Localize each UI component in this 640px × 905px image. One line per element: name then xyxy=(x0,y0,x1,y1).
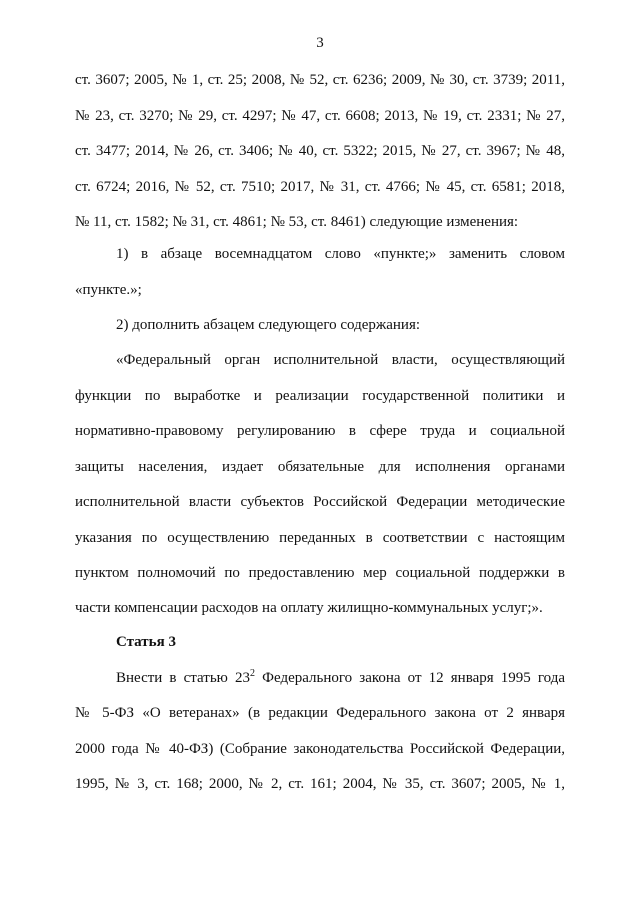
quote-line: функции по выработке и реализации государственной политики и xyxy=(75,388,565,404)
quote-line: указания по осуществлению переданных в соответствии с настоящим xyxy=(75,530,565,546)
article-heading: Статья 3 xyxy=(116,634,176,650)
quote-line: части компенсации расходов на оплату жилищно-коммунальных услуг;». xyxy=(75,600,543,616)
article-text-line xyxy=(116,668,565,688)
text-line: № 23, ст. 3270; № 29, ст. 4297; № 47, ст. 6608; 2013, № 19, ст. 2331; № 27, xyxy=(75,108,565,124)
article-text-start: Внести в статью 23 xyxy=(116,670,251,686)
article-text-line: 1995, № 3, ст. 168; 2000, № 2, ст. 161; 2004, № 35, ст. 3607; 2005, № 1, xyxy=(75,776,565,792)
quote-line: пунктом полномочий по предоставлению мер социальной поддержки в xyxy=(75,565,565,581)
text-line: № 11, ст. 1582; № 31, ст. 4861; № 53, ст. 8461) следующие изменения: xyxy=(75,214,519,230)
text-line: ст. 3477; 2014, № 26, ст. 3406; № 40, ст. 5322; 2015, № 27, ст. 3967; № 48, xyxy=(75,143,565,159)
article-superscript: 2 xyxy=(250,668,256,679)
text-line: ст. 3607; 2005, № 1, ст. 25; 2008, № 52, ст. 6236; 2009, № 30, ст. 3739; 2011, xyxy=(75,72,565,88)
quote-line: защиты населения, издает обязательные для исполнения органами xyxy=(75,459,565,475)
article-text-line: 2000 года № 40-ФЗ) (Собрание законодательства Российской Федерации, xyxy=(75,741,565,757)
quote-line: исполнительной власти субъектов Российской Федерации методические xyxy=(75,494,565,510)
list-item-1: 1) в абзаце восемнадцатом слово «пункте;» заменить словом xyxy=(116,246,565,262)
article-text-end: Федерального закона от 12 января 1995 года xyxy=(255,670,566,686)
text-line: ст. 6724; 2016, № 52, ст. 7510; 2017, № 31, ст. 4766; № 45, ст. 6581; 2018, xyxy=(75,179,565,195)
text-line: «пункте.»; xyxy=(75,282,142,298)
page-number: 3 xyxy=(316,35,324,51)
list-item-2: 2) дополнить абзацем следующего содержания: xyxy=(116,317,421,333)
quote-line: «Федеральный орган исполнительной власти, осуществляющий xyxy=(116,352,565,368)
article-text-line: № 5-ФЗ «О ветеранах» (в редакции Федерального закона от 2 января xyxy=(75,705,565,721)
quote-line: нормативно-правовому регулированию в сфере труда и социальной xyxy=(75,423,565,439)
